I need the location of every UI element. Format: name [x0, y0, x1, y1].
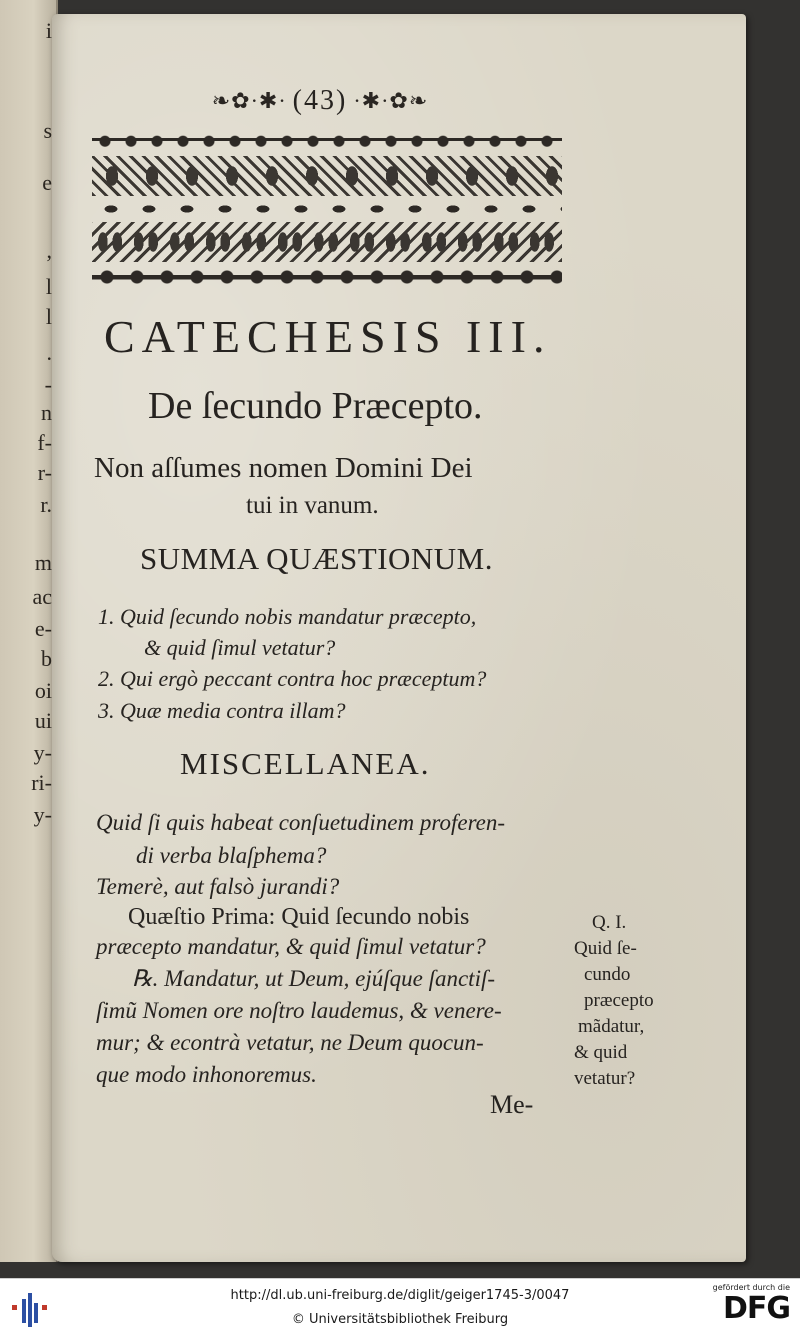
commandment-line: Non aſſumes nomen Domini Dei [94, 452, 473, 484]
body-text-line: ℞. Mandatur, ut Deum, ejúſque ſanctiſ- [132, 966, 496, 991]
margin-note-line: Q. I. [592, 912, 627, 933]
body-text-line: ſimũ Nomen ore noſtro laudemus, & venere- [96, 998, 502, 1023]
chapter-subtitle: De ſecundo Præcepto. [148, 385, 483, 427]
dfg-caption: gefördert durch die [712, 1283, 790, 1292]
headpiece-ornament-icon [92, 128, 562, 286]
left-fragment: n [41, 400, 52, 425]
ornament-band [92, 156, 562, 196]
question-item: 1. Quid ſecundo nobis mandatur præcepto, [98, 604, 477, 629]
left-fragment: l [45, 304, 52, 329]
left-fragment: ui [34, 708, 52, 733]
page-number: (43) [292, 85, 348, 116]
left-fragment: . [46, 340, 52, 365]
catchword: Me- [490, 1090, 534, 1119]
fleuron-right-icon: ·✱·✿❧ [353, 88, 429, 113]
left-fragment: l [45, 274, 52, 299]
body-text-line: mur; & econtrà vetatur, ne Deum quocun- [96, 1030, 484, 1055]
body-text-line: que modo inhonoremus. [96, 1062, 317, 1087]
dfg-logo-icon [700, 1283, 790, 1333]
left-fragment: b [41, 646, 52, 671]
left-fragment: y- [33, 740, 52, 765]
ornament-band [92, 222, 562, 262]
copyright-notice: © Universitätsbibliothek Freiburg [291, 1312, 509, 1327]
misc-item: Quid ſi quis habeat conſuetudinem proferen- [96, 810, 506, 835]
ornament-band [92, 128, 562, 150]
left-fragment: oi [34, 678, 52, 703]
margin-note [574, 910, 670, 1092]
left-fragment: e [42, 170, 52, 195]
page-number-header [150, 84, 490, 118]
document-url[interactable]: http://dl.ub.uni-freiburg.de/diglit/geiger1745-3/0047 [230, 1288, 570, 1303]
left-fragment: - [44, 372, 52, 397]
misc-item: di verba blaſphema? [136, 843, 327, 868]
left-page-edge [0, 0, 58, 1262]
left-fragment: y- [33, 802, 52, 827]
question-item: 2. Qui ergò peccant contra hoc præceptum? [98, 666, 487, 691]
book-page [52, 14, 746, 1262]
margin-note-line: mãdatur, [578, 1016, 645, 1037]
left-fragment: m [34, 550, 52, 575]
margin-note-line: vetatur? [574, 1068, 636, 1089]
left-fragment: i [45, 18, 52, 43]
misc-item: Temerè, aut falsò jurandi? [96, 874, 340, 899]
chapter-title: CATECHESIS III. [104, 311, 552, 362]
question-item: & quid ſimul vetatur? [144, 635, 336, 660]
ornament-band [92, 202, 562, 216]
left-fragment: r- [37, 460, 52, 485]
body-text-line: Quæſtio Prima: Quid ſecundo nobis [128, 904, 470, 930]
margin-note-line: Quid ſe- [574, 938, 637, 959]
body-text-line: præcepto mandatur, & quid ſimul vetatur? [96, 934, 486, 959]
left-fragment: s [43, 118, 52, 143]
margin-note-line: præcepto [584, 990, 654, 1011]
fleuron-left-icon: ❧✿·✱· [211, 88, 287, 113]
margin-note-line: & quid [574, 1042, 628, 1063]
left-fragment: r. [40, 492, 52, 517]
margin-note-line: cundo [584, 964, 631, 985]
miscellanea-heading: MISCELLANEA. [180, 746, 431, 781]
ornament-band [92, 268, 562, 286]
left-fragment: ri- [31, 770, 52, 795]
left-fragment: f- [37, 430, 52, 455]
summa-heading: SUMMA QUÆSTIONUM. [140, 541, 493, 576]
question-item: 3. Quæ media contra illam? [98, 698, 346, 723]
dfg-logo-text: DFG [722, 1291, 790, 1326]
viewer-footer [0, 1278, 800, 1336]
left-fragment: , [46, 238, 52, 263]
left-fragment: e- [34, 616, 52, 641]
left-fragment: ac [32, 584, 52, 609]
commandment-line: tui in vanum. [246, 492, 379, 519]
